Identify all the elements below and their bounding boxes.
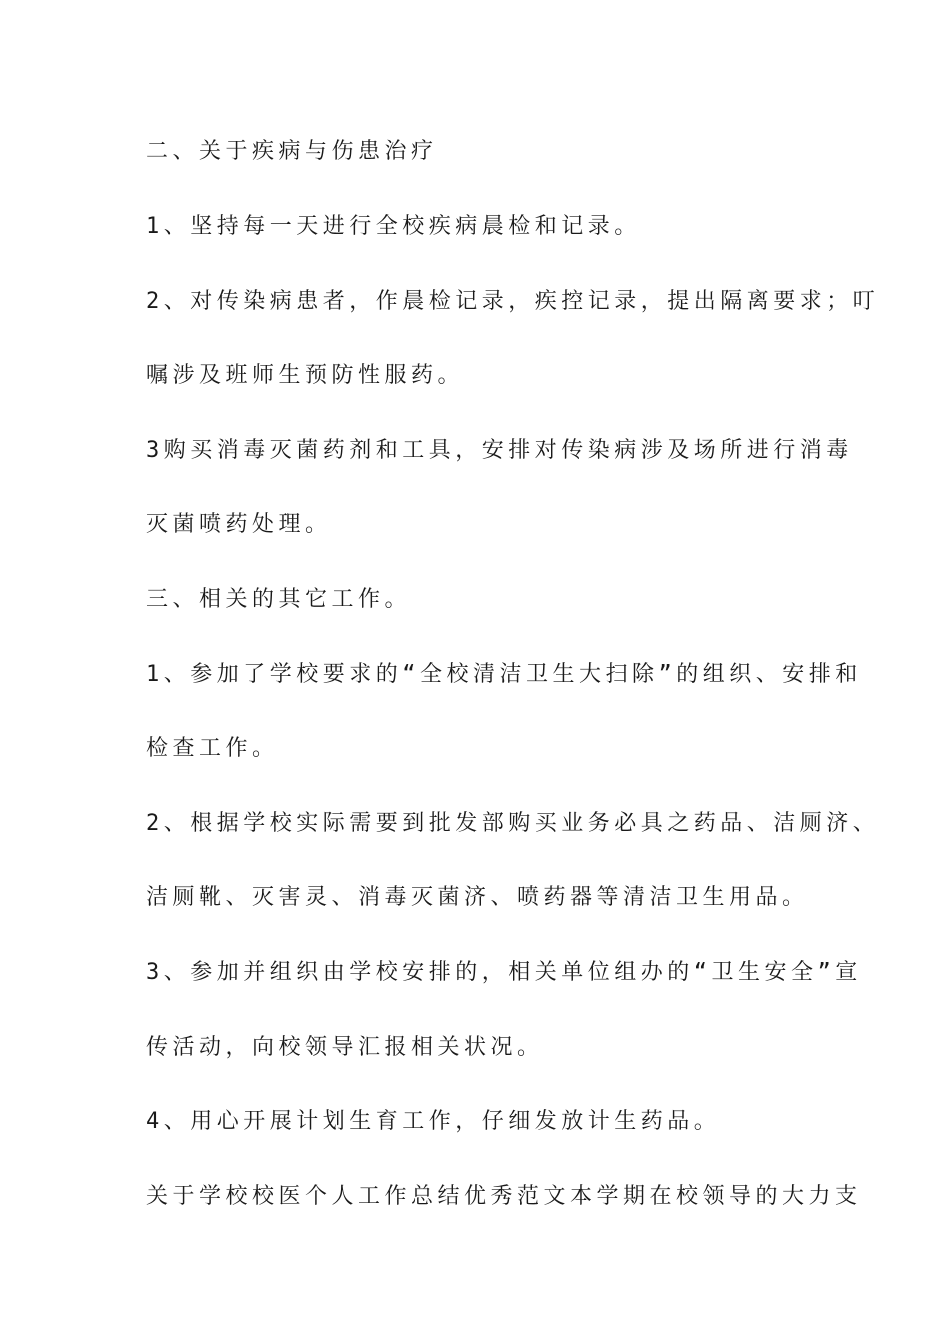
paragraph-line: 3购买消毒灭菌药剂和工具，安排对传染病涉及场所进行消毒 bbox=[146, 438, 853, 463]
section-heading-2: 二、关于疾病与伤患治疗 bbox=[146, 139, 438, 164]
paragraph-line: 传活动，向校领导汇报相关状况。 bbox=[146, 1035, 544, 1060]
paragraph-line: 检查工作。 bbox=[146, 736, 279, 761]
paragraph-line: 1、坚持每一天进行全校疾病晨检和记录。 bbox=[146, 214, 641, 239]
paragraph-line: 嘱涉及班师生预防性服药。 bbox=[146, 363, 465, 388]
paragraph-line: 关于学校校医个人工作总结优秀范文本学期在校领导的大力支 bbox=[146, 1184, 862, 1209]
section-heading-3: 三、相关的其它工作。 bbox=[146, 587, 412, 612]
paragraph-line: 1、参加了学校要求的“全校清洁卫生大扫除”的组织、安排和 bbox=[146, 662, 862, 687]
paragraph-line: 2、根据学校实际需要到批发部购买业务必具之药品、洁厕济、 bbox=[146, 811, 880, 836]
paragraph-line: 2、对传染病患者，作晨检记录，疾控记录，提出隔离要求；叮 bbox=[146, 289, 880, 314]
paragraph-line: 灭菌喷药处理。 bbox=[146, 512, 332, 537]
paragraph-line: 洁厕靴、灭害灵、消毒灭菌济、喷药器等清洁卫生用品。 bbox=[146, 885, 809, 910]
paragraph-line: 3、参加并组织由学校安排的，相关单位组办的“卫生安全”宣 bbox=[146, 960, 862, 985]
paragraph-line: 4、用心开展计划生育工作，仔细发放计生药品。 bbox=[146, 1109, 721, 1134]
